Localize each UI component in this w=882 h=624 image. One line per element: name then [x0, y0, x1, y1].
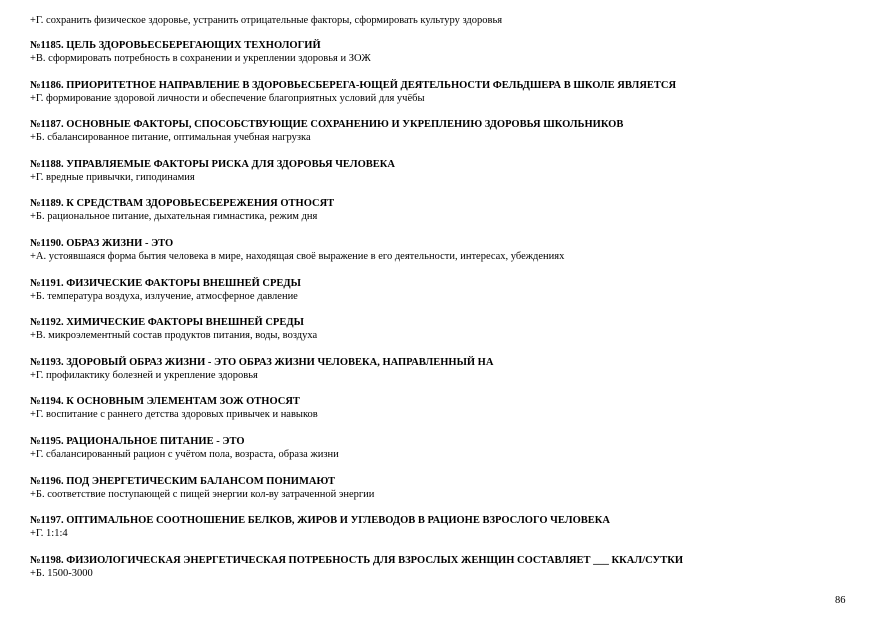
question-answer: +Г. сбалансированный рацион с учётом пола, возраста, образа жизни — [30, 448, 339, 460]
question-title: №1188. УПРАВЛЯЕМЫЕ ФАКТОРЫ РИСКА ДЛЯ ЗДОРОВЬЯ ЧЕЛОВЕКА — [30, 158, 395, 170]
question-item — [30, 277, 870, 317]
question-answer: +В. микроэлементный состав продуктов питания, воды, воздуха — [30, 330, 318, 342]
question-title: №1193. ЗДОРОВЫЙ ОБРАЗ ЖИЗНИ - ЭТО ОБРАЗ ЖИЗНИ ЧЕЛОВЕКА, НАПРАВЛЕННЫЙ НА — [30, 356, 494, 368]
question-answer: +Г. воспитание с раннего детства здоровых привычек и навыков — [30, 409, 318, 421]
question-answer: +Б. соответствие поступающей с пищей энергии кол-ву затраченной энергии — [30, 488, 375, 500]
question-item — [30, 316, 870, 356]
question-item — [30, 356, 870, 396]
question-item — [30, 197, 870, 237]
question-answer: +А. устоявшаяся форма бытия человека в мире, находящая своё выражение в его деятельности, интересах, убеждениях — [30, 250, 565, 262]
question-answer: +Г. профилактику болезней и укрепление здоровья — [30, 369, 258, 381]
question-item — [30, 435, 870, 475]
question-item — [30, 39, 870, 79]
question-item — [30, 554, 870, 594]
question-answer: +Г. вредные привычки, гиподинамия — [30, 171, 195, 183]
question-title: №1185. ЦЕЛЬ ЗДОРОВЬЕСБЕРЕГАЮЩИХ ТЕХНОЛОГИЙ — [30, 40, 321, 51]
question-answer: +Б. рациональное питание, дыхательная гимнастика, режим дня — [30, 211, 318, 223]
question-title: №1187. ОСНОВНЫЕ ФАКТОРЫ, СПОСОБСТВУЮЩИЕ СОХРАНЕНИЮ И УКРЕПЛЕНИЮ ЗДОРОВЬЯ ШКОЛЬНИКОВ — [30, 119, 624, 131]
question-title: №1192. ХИМИЧЕСКИЕ ФАКТОРЫ ВНЕШНЕЙ СРЕДЫ — [30, 317, 304, 329]
question-title: №1196. ПОД ЭНЕРГЕТИЧЕСКИМ БАЛАНСОМ ПОНИМАЮТ — [30, 475, 336, 487]
question-item — [30, 118, 870, 158]
question-title: №1186. ПРИОРИТЕТНОЕ НАПРАВЛЕНИЕ В ЗДОРОВЬЕСБЕРЕГА-ЮЩЕЙ ДЕЯТЕЛЬНОСТИ ФЕЛЬДШЕРА В ШКОЛЕ ЯВЛЯЕТСЯ — [30, 79, 677, 91]
question-answer: +Б. 1500-3000 — [30, 567, 93, 579]
question-item — [30, 395, 870, 435]
question-item — [30, 237, 870, 277]
question-title: №1194. К ОСНОВНЫМ ЭЛЕМЕНТАМ ЗОЖ ОТНОСЯТ — [30, 396, 300, 408]
question-answer: +Б. температура воздуха, излучение, атмосферное давление — [30, 290, 298, 302]
question-item — [30, 475, 870, 515]
question-answer: +Г. формирование здоровой личности и обеспечение благоприятных условий для учёбы — [30, 92, 425, 104]
question-answer: +Б. сбалансированное питание, оптимальная учебная нагрузка — [30, 132, 311, 144]
question-title: №1197. ОПТИМАЛЬНОЕ СООТНОШЕНИЕ БЕЛКОВ, ЖИРОВ И УГЛЕВОДОВ В РАЦИОНЕ ВЗРОСЛОГО ЧЕЛОВЕКА — [30, 515, 610, 527]
question-item — [30, 158, 870, 198]
question-title: №1190. ОБРАЗ ЖИЗНИ - ЭТО — [30, 237, 174, 249]
page-number: 86 — [835, 595, 846, 606]
question-title: №1191. ФИЗИЧЕСКИЕ ФАКТОРЫ ВНЕШНЕЙ СРЕДЫ — [30, 277, 301, 289]
question-item — [30, 514, 870, 554]
question-title: №1189. К СРЕДСТВАМ ЗДОРОВЬЕСБЕРЕЖЕНИЯ ОТНОСЯТ — [30, 198, 335, 210]
question-list — [30, 39, 870, 593]
previous-answer: +Г. сохранить физическое здоровье, устранить отрицательные факторы, сформировать культуру здоровья — [30, 15, 503, 26]
question-title: №1195. РАЦИОНАЛЬНОЕ ПИТАНИЕ - ЭТО — [30, 435, 245, 447]
question-answer: +В. сформировать потребность в сохранении и укреплении здоровья и ЗОЖ — [30, 53, 371, 64]
question-item — [30, 79, 870, 119]
question-title: №1198. ФИЗИОЛОГИЧЕСКАЯ ЭНЕРГЕТИЧЕСКАЯ ПОТРЕБНОСТЬ ДЛЯ ВЗРОСЛЫХ ЖЕНЩИН СОСТАВЛЯЕТ ___ ККАЛ/СУТКИ — [30, 554, 684, 566]
question-answer: +Г. 1:1:4 — [30, 528, 68, 540]
